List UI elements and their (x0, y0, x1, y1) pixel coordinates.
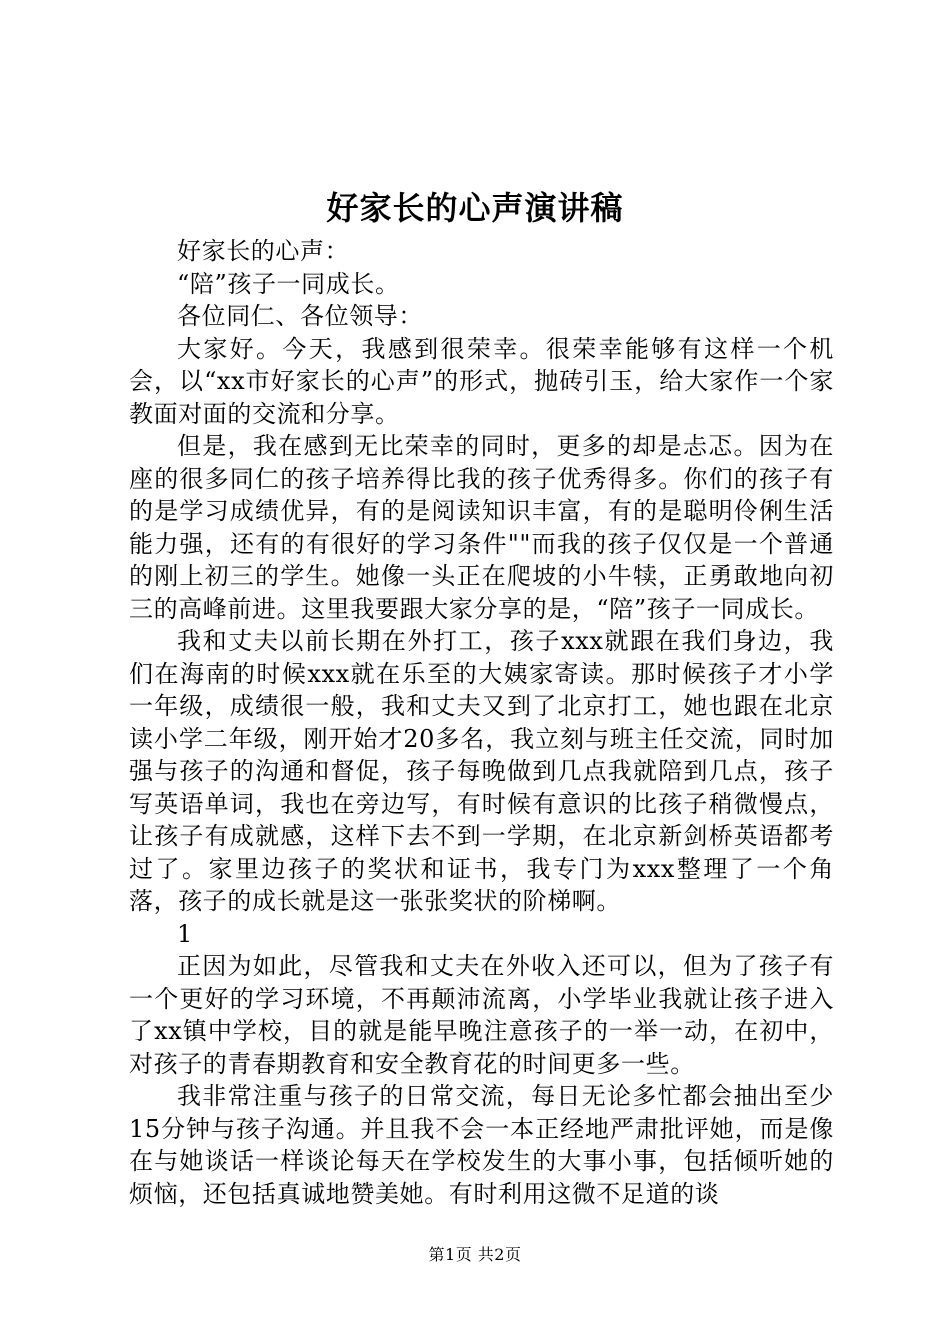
paragraph-school-choice: 正因为如此，尽管我和丈夫在外收入还可以，但为了孩子有一个更好的学习环境，不再颠沛流离，小学毕业我就让孩子进入了xx镇中学校，目的就是能早晚注意孩子的一举一动，在初中，对孩子的青春期教育和安全教育花的时间更多一些。 (129, 952, 834, 1078)
paragraph-intro: 大家好。今天，我感到很荣幸。很荣幸能够有这样一个机会，以“xx市好家长的心声”的形式，抛砖引玉，给大家作一个家教面对面的交流和分享。 (129, 334, 834, 428)
paragraph-communication: 我非常注重与孩子的日常交流，每日无论多忙都会抽出至少15分钟与孩子沟通。并且我不会一本正经地严肃批评她，而是像在与她谈话一样谈论每天在学校发生的大事小事，包括倾听她的烦恼，还包括真诚地赞美她。有时利用这微不足道的谈 (129, 1082, 834, 1208)
salutation-heading: 好家长的心声： (177, 237, 350, 265)
audience-greeting: 各位同仁、各位领导： (177, 302, 423, 330)
speech-subtitle: “陪”孩子一同成长。 (177, 269, 400, 298)
paragraph-story: 我和丈夫以前长期在外打工，孩子xxx就跟在我们身边，我们在海南的时候xxx就在乐至的大姨家寄读。那时候孩子才小学一年级，成绩很一般，我和丈夫又到了北京打工，她也跟在北京读小学二年级，刚开始才20多名，我立刻与班主任交流，同时加强与孩子的沟通和督促，孩子每晚做到几点我就陪到几点，孩子写英语单词，我也在旁边写，有时候有意识的比孩子稍微慢点，让孩子有成就感，这样下去不到一学期，在北京新剑桥英语都考过了。家里边孩子的奖状和证书，我专门为xxx整理了一个角落，孩子的成长就是这一张张奖状的阶梯啊。 (129, 627, 834, 915)
document-body (129, 235, 834, 1210)
document-title: 好家长的心声演讲稿 (326, 189, 624, 227)
inline-page-number: 1 (177, 919, 193, 948)
paragraph-humility: 但是，我在感到无比荣幸的同时，更多的却是忐忑。因为在座的很多同仁的孩子培养得比我的孩子优秀得多。你们的孩子有的是学习成绩优异，有的是阅读知识丰富，有的是聪明伶俐生活能力强，还有的有很好的学习条件""而我的孩子仅仅是一个普通的刚上初三的学生。她像一头正在爬坡的小牛犊，正勇敢地向初三的高峰前进。这里我要跟大家分享的是，“陪”孩子一同成长。 (129, 432, 834, 623)
page-footer: 第1页 共2页 (428, 1245, 522, 1264)
